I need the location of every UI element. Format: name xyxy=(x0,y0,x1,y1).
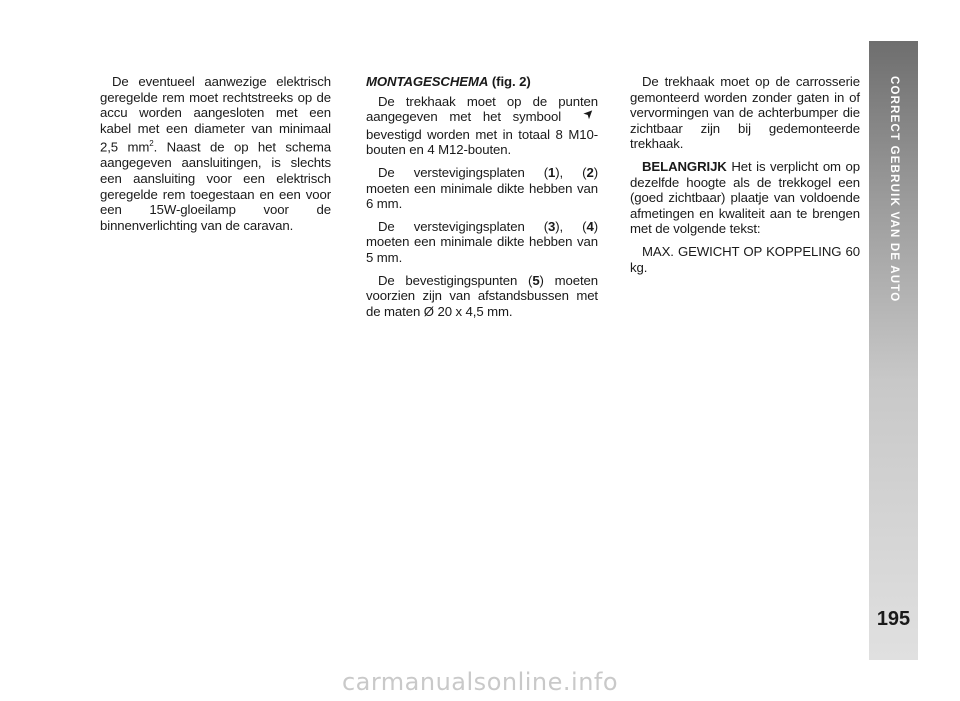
paragraph-important xyxy=(630,159,860,237)
heading-text: MONTAGESCHEMA xyxy=(366,74,489,89)
paragraph-text: bevestigd worden met in totaal 8 M10-bouten en 4 M12-bouten. xyxy=(366,126,598,158)
paragraph-text: ) moeten een minimale dikte hebben van 5 mm. xyxy=(366,218,598,265)
paragraph-max-weight: MAX. GEWICHT OP KOPPELING 60 kg. xyxy=(630,243,860,275)
paragraph-text: De eventueel aanwezige elektrisch geregelde rem moet rechtstreeks op de accu worden aangesloten met een kabel met een diameter van minimaal 2,5 mm xyxy=(100,74,331,155)
paragraph-text: De trekhaak moet op de punten aangegeven met het symbool xyxy=(366,93,598,125)
paragraph-plates-6mm xyxy=(366,165,598,212)
figure-reference: (fig. 2) xyxy=(491,74,531,89)
callout-number: 3 xyxy=(548,218,556,234)
paragraph-text: ) moeten een minimale dikte hebben van 6 mm. xyxy=(366,164,598,212)
page-number: 195 xyxy=(876,608,911,630)
paragraph-text: De verstevigingsplaten ( xyxy=(378,164,549,180)
text-column-left xyxy=(100,74,331,240)
callout-number: 1 xyxy=(548,164,556,180)
text-column-middle xyxy=(366,74,598,326)
paragraph-spacers xyxy=(366,273,598,320)
arrow-symbol-icon: ➤ xyxy=(581,106,597,122)
paragraph-bodywork: De trekhaak moet op de carrosserie gemonteerd worden zonder gaten in of vervormingen van de achterbumper die zichtbaar zijn bij gedemonteerde trekhaak. xyxy=(630,74,860,152)
superscript: 2 xyxy=(149,139,154,149)
text-column-right xyxy=(630,74,860,282)
paragraph-brake-wiring xyxy=(100,74,331,233)
callout-number: 4 xyxy=(586,218,594,234)
callout-number: 2 xyxy=(586,164,594,180)
chapter-title: CORRECT GEBRUIK VAN DE AUTO xyxy=(888,76,900,303)
callout-number: 5 xyxy=(532,272,540,288)
paragraph-text: De bevestigingspunten ( xyxy=(378,272,533,288)
paragraph-text: Het is verplicht om op dezelfde hoogte als de trekkogel een (goed zichtbaar) plaatje van voldoende afmetingen en kwaliteit aan te brengen met de volgende tekst: xyxy=(630,158,860,237)
section-heading xyxy=(366,74,598,90)
paragraph-plates-5mm xyxy=(366,219,598,266)
watermark: carmanualsonline.info xyxy=(341,668,619,696)
paragraph-text: . Naast de op het schema aangegeven aansluitingen, is slechts een aansluiting voor een elektrisch geregelde rem toegestaan en een voor een 15W-gloeilamp voor de binnenverlichting van de caravan. xyxy=(100,139,331,233)
paragraph-text: ), ( xyxy=(555,218,587,234)
paragraph-mounting-points xyxy=(366,94,598,158)
paragraph-text: ), ( xyxy=(555,164,587,180)
important-label: BELANGRIJK xyxy=(642,158,727,174)
paragraph-text: ) moeten voorzien zijn van afstandsbussen met de maten Ø 20 x 4,5 mm. xyxy=(366,272,598,319)
paragraph-text: De verstevigingsplaten ( xyxy=(378,218,549,234)
